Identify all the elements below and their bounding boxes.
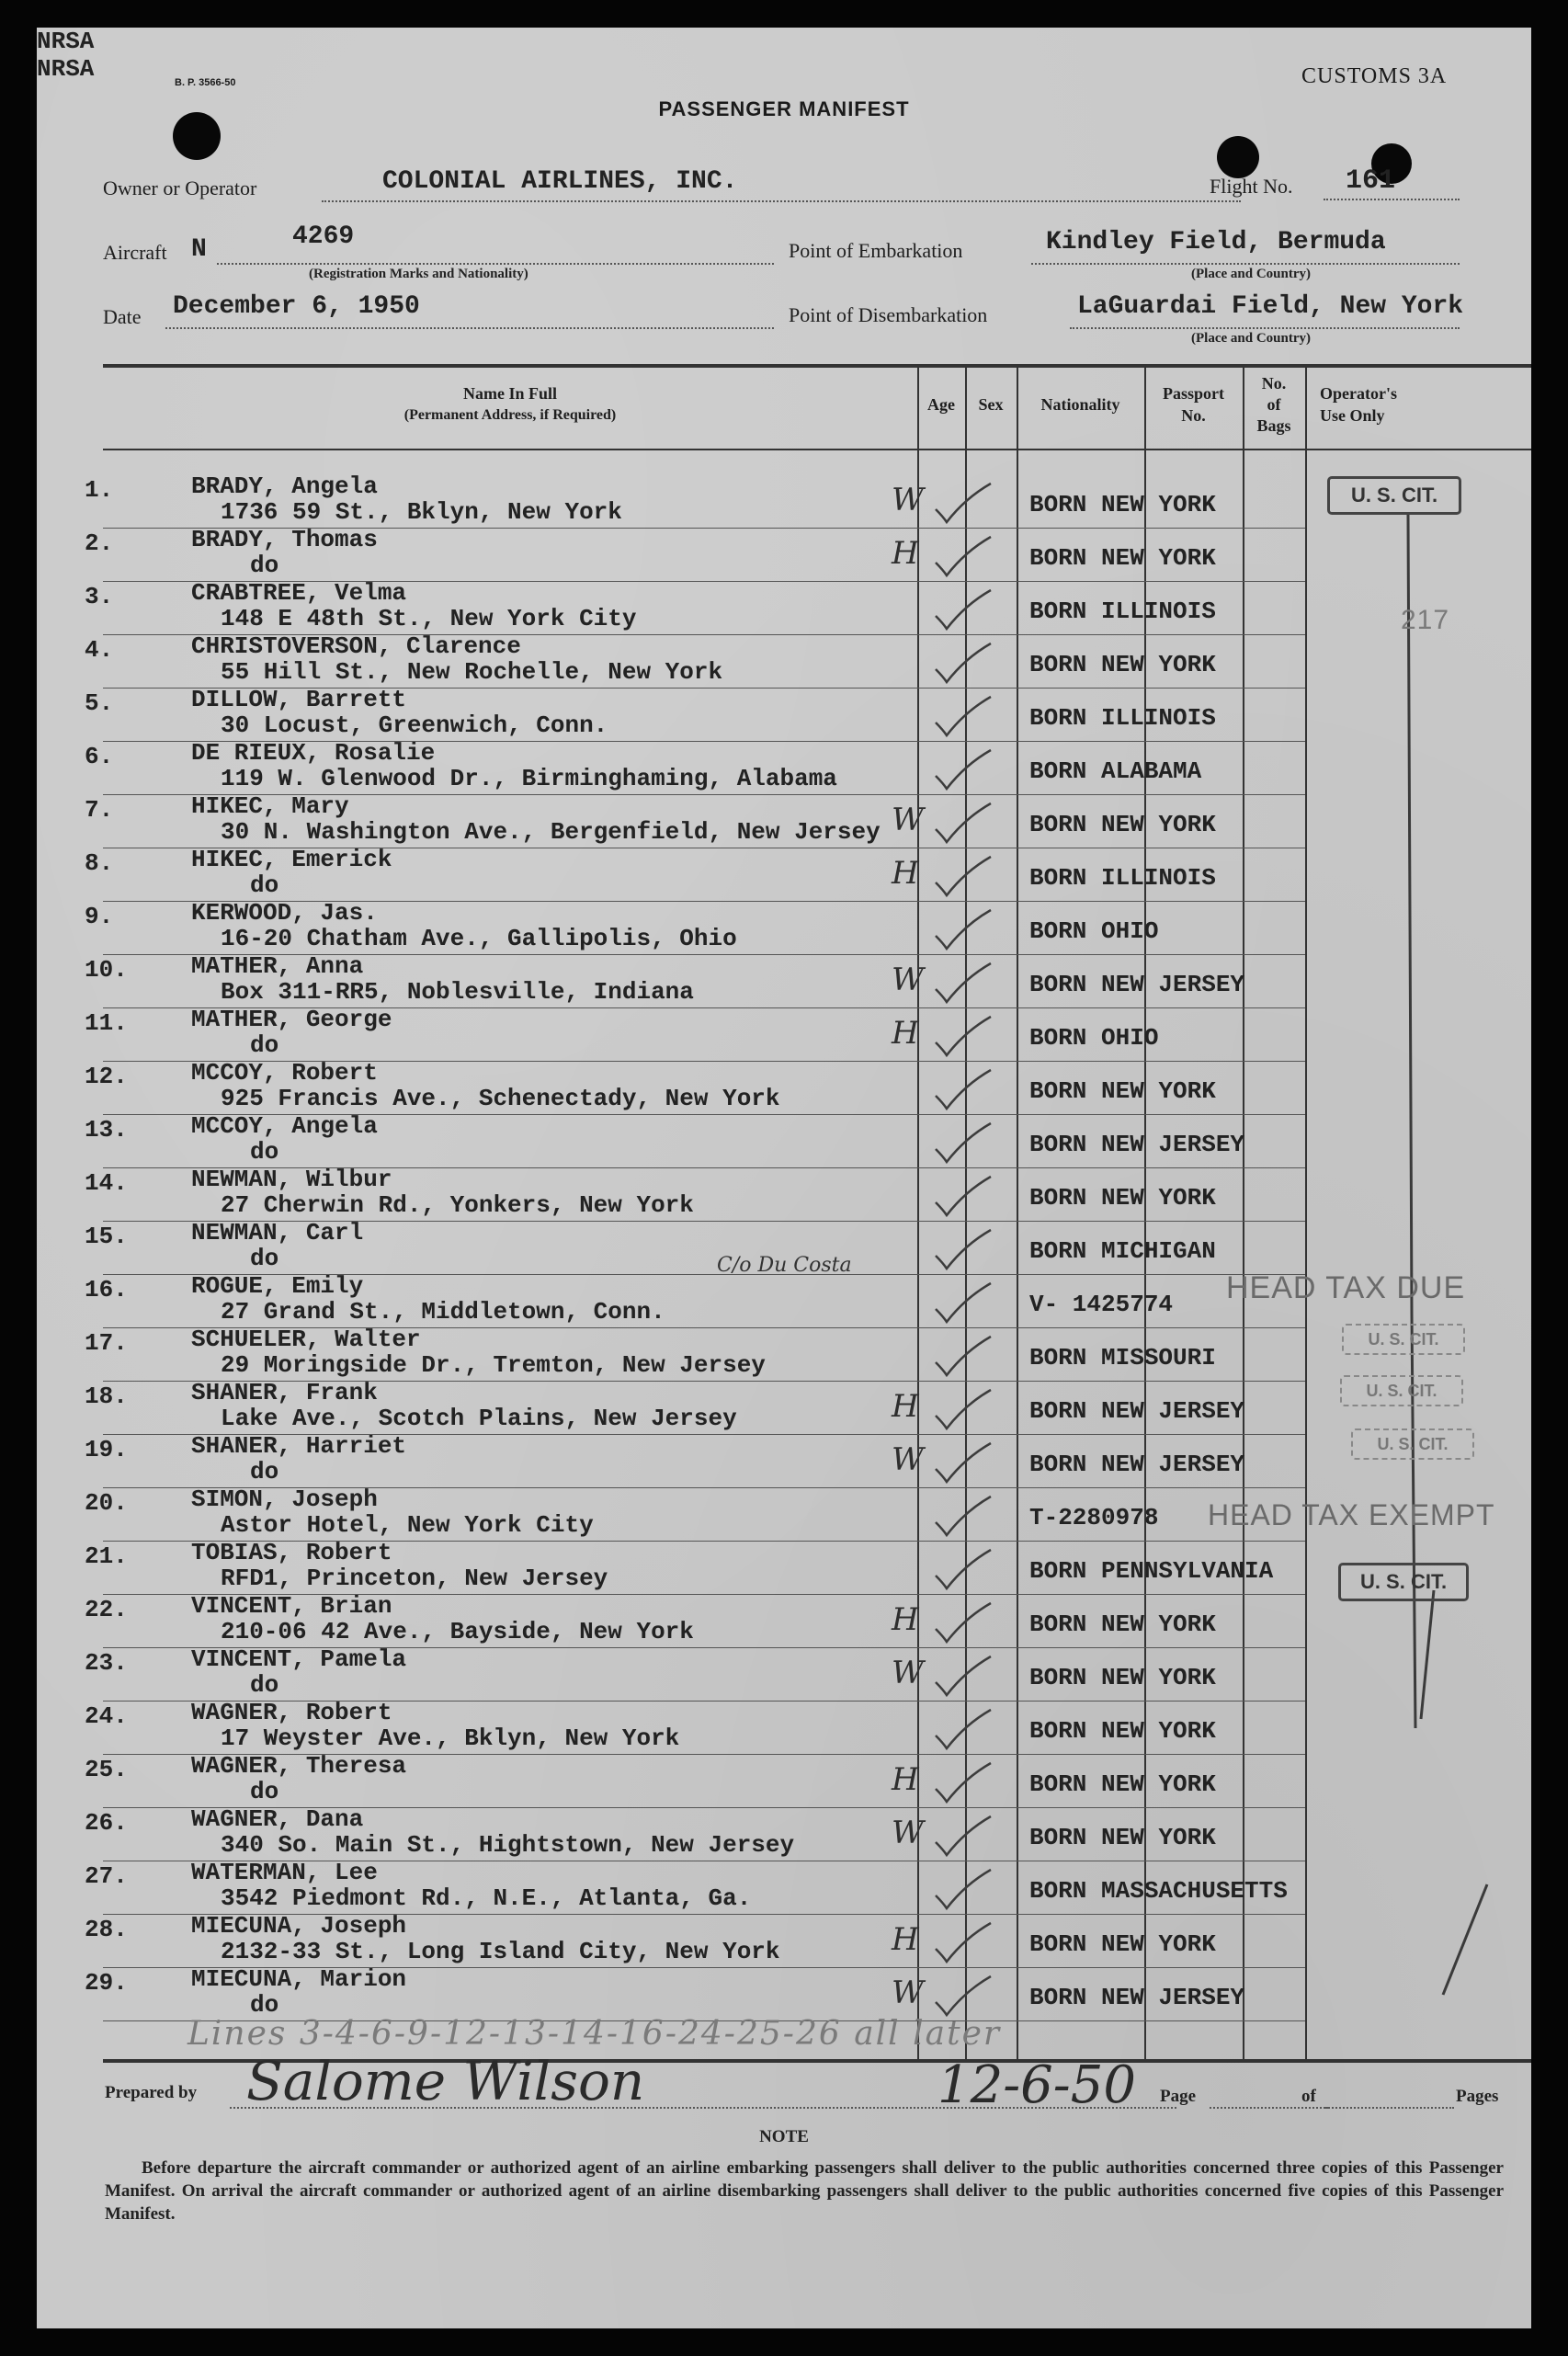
passenger-nationality: BORN PENNSYLVANIA bbox=[1029, 1557, 1274, 1585]
passenger-nationality: BORN ILLINOIS bbox=[1029, 864, 1216, 892]
row-number: 4. bbox=[85, 636, 114, 664]
row-number: 8. bbox=[85, 849, 114, 877]
passenger-name: DILLOW, Barrett bbox=[191, 686, 407, 713]
aircraft-prefix: N bbox=[191, 235, 207, 264]
lines-note: Lines 3-4-6-9-12-13-14-16-24-25-26 all later bbox=[187, 2015, 1002, 2053]
col-header-name-title: Name In Full bbox=[462, 384, 557, 403]
checkmark-icon bbox=[930, 1548, 994, 1594]
passenger-name: WAGNER, Robert bbox=[191, 1699, 392, 1726]
checkmark-icon bbox=[930, 1655, 994, 1701]
sex-mark: H bbox=[892, 1921, 919, 1958]
row-number: 19. bbox=[85, 1436, 128, 1463]
passenger-name: KERWOOD, Jas. bbox=[191, 899, 378, 927]
checkmark-icon bbox=[930, 1281, 994, 1327]
row-number: 26. bbox=[85, 1809, 128, 1837]
passenger-nationality: BORN NEW JERSEY bbox=[1029, 1451, 1245, 1478]
passenger-address: do bbox=[250, 552, 279, 579]
passenger-name: MATHER, George bbox=[191, 1006, 392, 1033]
date-value: December 6, 1950 bbox=[173, 292, 420, 321]
passenger-address: 119 W. Glenwood Dr., Birminghaming, Alabama bbox=[221, 765, 837, 792]
operator-number: 217 bbox=[1401, 605, 1450, 635]
row-number: 21. bbox=[85, 1542, 128, 1570]
passenger-address: 27 Cherwin Rd., Yonkers, New York bbox=[221, 1191, 694, 1219]
of-line bbox=[1325, 2107, 1454, 2109]
passenger-address: 340 So. Main St., Hightstown, New Jersey bbox=[221, 1831, 795, 1859]
passenger-name: SCHUELER, Walter bbox=[191, 1326, 421, 1353]
sex-mark: H bbox=[892, 1015, 919, 1052]
passenger-address: RFD1, Princeton, New Jersey bbox=[221, 1565, 608, 1592]
checkmark-icon bbox=[930, 1388, 994, 1434]
passenger-name: MCCOY, Robert bbox=[191, 1059, 378, 1087]
passenger-nationality: BORN MASSACHUSETTS bbox=[1029, 1877, 1288, 1905]
passenger-nationality: BORN NEW YORK bbox=[1029, 1184, 1216, 1212]
date-label: Date bbox=[103, 305, 142, 328]
manifest-page bbox=[37, 28, 1531, 2328]
passenger-nationality: BORN NEW YORK bbox=[1029, 651, 1216, 678]
row-number: 23. bbox=[85, 1649, 128, 1677]
embark-note: (Place and Country) bbox=[1191, 267, 1311, 281]
sex-mark: W bbox=[892, 802, 924, 838]
passenger-address: Box 311-RR5, Noblesville, Indiana bbox=[221, 978, 694, 1006]
row-number: 28. bbox=[85, 1916, 128, 1943]
passenger-name: HIKEC, Mary bbox=[191, 792, 349, 820]
row-number: 9. bbox=[85, 903, 114, 930]
row-number: 29. bbox=[85, 1969, 128, 1997]
passenger-address: do bbox=[250, 871, 279, 899]
passenger-nationality: BORN NEW JERSEY bbox=[1029, 971, 1245, 998]
col-header-nationality: Nationality bbox=[1040, 395, 1120, 414]
checkmark-icon bbox=[930, 1121, 994, 1167]
us-citizen-stamp: U. S. CIT. bbox=[1327, 476, 1461, 515]
col-header-sex: Sex bbox=[978, 395, 1004, 414]
disembark-label: Point of Disembarkation bbox=[789, 303, 988, 326]
passenger-address: 210-06 42 Ave., Bayside, New York bbox=[221, 1618, 694, 1645]
row-number: 22. bbox=[85, 1596, 128, 1623]
row-number: 24. bbox=[85, 1702, 128, 1730]
sex-mark: W bbox=[892, 1655, 924, 1691]
passenger-name: NEWMAN, Wilbur bbox=[191, 1166, 392, 1193]
passenger-address: Lake Ave., Scotch Plains, New Jersey bbox=[221, 1405, 737, 1432]
note-text: Before departure the aircraft commander or authorized agent of an airline embarking passengers shall deliver to the public authorities concerned three copies of this Passenger Manifest. On arrival the aircraft commander or authorized agent of an airline disembarking passengers shall deliver to the public authorities concerned five copies of this Passenger Manifest. bbox=[105, 2158, 1504, 2224]
checkmark-icon bbox=[930, 1921, 994, 1967]
passenger-address: 29 Moringside Dr., Tremton, New Jersey bbox=[221, 1351, 766, 1379]
aircraft-label: Aircraft bbox=[103, 241, 167, 264]
passenger-address: 27 Grand St., Middletown, Conn. bbox=[221, 1298, 665, 1326]
pages-label: Pages bbox=[1456, 2087, 1499, 2106]
row-number: 11. bbox=[85, 1009, 128, 1037]
passenger-nationality: BORN ILLINOIS bbox=[1029, 598, 1216, 625]
passenger-name: SHANER, Frank bbox=[191, 1379, 378, 1406]
passenger-name: ROGUE, Emily bbox=[191, 1272, 364, 1300]
checkmark-icon bbox=[930, 1975, 994, 2020]
sex-mark: H bbox=[892, 535, 919, 572]
col-header-operator-l1: Operator's bbox=[1320, 384, 1397, 403]
passenger-address: 1736 59 St., Bklyn, New York bbox=[221, 498, 622, 526]
sex-mark: H bbox=[892, 1601, 919, 1638]
page-line bbox=[1210, 2107, 1329, 2109]
passenger-name: WAGNER, Theresa bbox=[191, 1752, 407, 1780]
checkmark-icon bbox=[930, 1015, 994, 1061]
signature: Salome Wilson bbox=[246, 2050, 645, 2112]
passenger-name: MIECUNA, Joseph bbox=[191, 1912, 407, 1940]
page-title: PASSENGER MANIFEST bbox=[658, 97, 910, 120]
flight-line bbox=[1324, 199, 1460, 200]
nrsa-mark: NRSA bbox=[37, 55, 95, 83]
passenger-nationality: BORN ALABAMA bbox=[1029, 757, 1202, 785]
passenger-nationality: BORN NEW JERSEY bbox=[1029, 1984, 1245, 2011]
passenger-nationality: BORN MISSOURI bbox=[1029, 1344, 1216, 1371]
disembark-value: LaGuardai Field, New York bbox=[1077, 292, 1464, 321]
row-number: 27. bbox=[85, 1862, 128, 1890]
passenger-nationality: BORN NEW YORK bbox=[1029, 1930, 1216, 1958]
passenger-address: 2132-33 St., Long Island City, New York bbox=[221, 1938, 780, 1965]
checkmark-icon bbox=[930, 908, 994, 954]
col-header-passport-l2: No. bbox=[1181, 406, 1206, 425]
passenger-name: MIECUNA, Marion bbox=[191, 1965, 407, 1993]
passenger-nationality: BORN NEW YORK bbox=[1029, 1611, 1216, 1638]
row-number: 6. bbox=[85, 743, 114, 770]
row-number: 1. bbox=[85, 476, 114, 504]
checkmark-icon bbox=[930, 802, 994, 848]
flight-value: 161 bbox=[1346, 165, 1396, 197]
passenger-address: do bbox=[250, 1458, 279, 1485]
passenger-nationality: BORN NEW YORK bbox=[1029, 544, 1216, 572]
passenger-name: TOBIAS, Robert bbox=[191, 1539, 392, 1566]
passenger-name: WAGNER, Dana bbox=[191, 1805, 364, 1833]
disembark-note: (Place and Country) bbox=[1191, 331, 1311, 346]
passenger-name: HIKEC, Emerick bbox=[191, 846, 392, 873]
col-header-name bbox=[103, 382, 917, 427]
checkmark-icon bbox=[930, 695, 994, 741]
passenger-nationality: BORN NEW YORK bbox=[1029, 1664, 1216, 1691]
checkmark-icon bbox=[930, 1441, 994, 1487]
nrsa-mark: NRSA bbox=[37, 28, 95, 55]
row-number: 10. bbox=[85, 956, 128, 984]
checkmark-icon bbox=[930, 482, 994, 528]
embark-line bbox=[1031, 263, 1460, 265]
sex-mark: H bbox=[892, 1388, 919, 1425]
passenger-nationality: BORN NEW YORK bbox=[1029, 1077, 1216, 1105]
aircraft-value: 4269 bbox=[292, 222, 355, 251]
owner-label: Owner or Operator bbox=[103, 176, 257, 199]
row-number: 12. bbox=[85, 1063, 128, 1090]
passenger-address: Astor Hotel, New York City bbox=[221, 1511, 594, 1539]
passenger-name: MCCOY, Angela bbox=[191, 1112, 378, 1140]
row-number: 18. bbox=[85, 1383, 128, 1410]
checkmark-icon bbox=[930, 1868, 994, 1914]
us-citizen-stamp: U. S. CIT. bbox=[1338, 1563, 1469, 1601]
passenger-name: MATHER, Anna bbox=[191, 952, 364, 980]
row-number: 15. bbox=[85, 1223, 128, 1250]
passenger-nationality: V- 1425774 bbox=[1029, 1291, 1174, 1318]
table-top-border bbox=[103, 364, 1531, 368]
passenger-address: 30 N. Washington Ave., Bergenfield, New Jersey bbox=[221, 818, 881, 846]
head-tax-due-stamp: HEAD TAX DUE bbox=[1226, 1270, 1466, 1305]
us-citizen-stamp: U. S. CIT. bbox=[1351, 1428, 1474, 1460]
passenger-nationality: BORN OHIO bbox=[1029, 1024, 1159, 1052]
passenger-name: DE RIEUX, Rosalie bbox=[191, 739, 436, 767]
embark-value: Kindley Field, Bermuda bbox=[1046, 228, 1386, 256]
owner-value: COLONIAL AIRLINES, INC. bbox=[382, 167, 738, 196]
prepared-label: Prepared by bbox=[105, 2083, 198, 2102]
col-header-age: Age bbox=[927, 395, 955, 414]
passenger-name: NEWMAN, Carl bbox=[191, 1219, 364, 1246]
checkmark-icon bbox=[930, 1761, 994, 1807]
checkmark-icon bbox=[930, 1175, 994, 1221]
disembark-line bbox=[1070, 327, 1460, 329]
row-number: 16. bbox=[85, 1276, 128, 1303]
page-label: Page bbox=[1160, 2087, 1197, 2106]
passenger-name: CHRISTOVERSON, Clarence bbox=[191, 632, 521, 660]
passenger-name: BRADY, Thomas bbox=[191, 526, 378, 553]
table-header-border bbox=[103, 449, 1531, 450]
row-number: 14. bbox=[85, 1169, 128, 1197]
sign-date: 12-6-50 bbox=[937, 2055, 1136, 2115]
row-number: 5. bbox=[85, 689, 114, 717]
form-code: B. P. 3566-50 bbox=[175, 77, 236, 88]
row-number: 20. bbox=[85, 1489, 128, 1517]
passenger-address: 30 Locust, Greenwich, Conn. bbox=[221, 711, 608, 739]
passenger-address: do bbox=[250, 1031, 279, 1059]
aircraft-note: (Registration Marks and Nationality) bbox=[309, 267, 528, 281]
col-header-bags bbox=[1243, 373, 1305, 437]
checkmark-icon bbox=[930, 1228, 994, 1274]
passenger-nationality: BORN NEW YORK bbox=[1029, 1824, 1216, 1851]
passenger-nationality: BORN NEW YORK bbox=[1029, 1770, 1216, 1798]
passenger-address: 3542 Piedmont Rd., N.E., Atlanta, Ga. bbox=[221, 1884, 752, 1912]
passenger-name: CRABTREE, Velma bbox=[191, 579, 407, 607]
sex-mark: H bbox=[892, 855, 919, 892]
passenger-nationality: BORN NEW YORK bbox=[1029, 811, 1216, 838]
embark-label: Point of Embarkation bbox=[789, 239, 963, 262]
sex-mark: W bbox=[892, 1815, 924, 1851]
flight-label: Flight No. bbox=[1210, 175, 1293, 198]
checkmark-icon bbox=[930, 855, 994, 901]
sex-mark: H bbox=[892, 1761, 919, 1798]
sex-mark: W bbox=[892, 482, 924, 518]
head-tax-exempt-stamp: HEAD TAX EXEMPT bbox=[1208, 1498, 1495, 1531]
passenger-nationality: BORN NEW YORK bbox=[1029, 1717, 1216, 1745]
note-title: NOTE bbox=[759, 2127, 809, 2146]
sex-mark: W bbox=[892, 962, 924, 998]
col-header-operator bbox=[1305, 382, 1546, 427]
checkmark-icon bbox=[930, 535, 994, 581]
passenger-address: do bbox=[250, 1778, 279, 1805]
care-of-note: C/o Du Costa bbox=[717, 1254, 852, 1277]
col-header-bags-l3: Bags bbox=[1256, 416, 1291, 435]
col-header-name-subtitle: (Permanent Address, if Required) bbox=[403, 407, 617, 423]
passenger-name: WATERMAN, Lee bbox=[191, 1859, 378, 1886]
passenger-address: 925 Francis Ave., Schenectady, New York bbox=[221, 1085, 780, 1112]
us-citizen-stamp: U. S. CIT. bbox=[1342, 1324, 1465, 1355]
passenger-address: 17 Weyster Ave., Bklyn, New York bbox=[221, 1724, 680, 1752]
passenger-address: 16-20 Chatham Ave., Gallipolis, Ohio bbox=[221, 925, 737, 952]
col-header-bags-l1: No. bbox=[1261, 374, 1287, 393]
customs-form-number: CUSTOMS 3A bbox=[1301, 64, 1448, 88]
passenger-address: do bbox=[250, 1245, 279, 1272]
date-line bbox=[165, 327, 774, 329]
checkmark-icon bbox=[930, 748, 994, 794]
passenger-address: do bbox=[250, 1991, 279, 2019]
col-header-passport bbox=[1144, 382, 1243, 427]
row-number: 7. bbox=[85, 796, 114, 824]
passenger-nationality: BORN NEW JERSEY bbox=[1029, 1397, 1245, 1425]
passenger-address: 55 Hill St., New Rochelle, New York bbox=[221, 658, 723, 686]
row-number: 13. bbox=[85, 1116, 128, 1144]
passenger-address: do bbox=[250, 1138, 279, 1166]
checkmark-icon bbox=[930, 588, 994, 634]
passenger-name: SHANER, Harriet bbox=[191, 1432, 407, 1460]
passenger-nationality: BORN NEW JERSEY bbox=[1029, 1131, 1245, 1158]
checkmark-icon bbox=[930, 1495, 994, 1541]
of-label: of bbox=[1301, 2087, 1316, 2106]
punch-hole-icon bbox=[1217, 136, 1259, 178]
row-number: 3. bbox=[85, 583, 114, 610]
aircraft-line bbox=[217, 263, 774, 265]
passenger-nationality: BORN ILLINOIS bbox=[1029, 704, 1216, 732]
checkmark-icon bbox=[930, 1068, 994, 1114]
passenger-address: 148 E 48th St., New York City bbox=[221, 605, 637, 632]
passenger-name: VINCENT, Brian bbox=[191, 1592, 392, 1620]
col-header-operator-l2: Use Only bbox=[1320, 406, 1385, 425]
checkmark-icon bbox=[930, 1335, 994, 1381]
row-number: 2. bbox=[85, 529, 114, 557]
passenger-nationality: T-2280978 bbox=[1029, 1504, 1159, 1531]
passenger-address: do bbox=[250, 1671, 279, 1699]
checkmark-icon bbox=[930, 1601, 994, 1647]
checkmark-icon bbox=[930, 1815, 994, 1861]
passenger-name: VINCENT, Pamela bbox=[191, 1645, 407, 1673]
sex-mark: W bbox=[892, 1441, 924, 1478]
owner-line bbox=[322, 200, 1241, 202]
passenger-name: BRADY, Angela bbox=[191, 472, 378, 500]
sex-mark: W bbox=[892, 1975, 924, 2011]
col-header-passport-l1: Passport bbox=[1163, 384, 1224, 403]
passenger-nationality: BORN NEW YORK bbox=[1029, 491, 1216, 518]
us-citizen-stamp: U. S. CIT. bbox=[1340, 1375, 1463, 1406]
passenger-name: SIMON, Joseph bbox=[191, 1485, 378, 1513]
passenger-nationality: BORN OHIO bbox=[1029, 917, 1159, 945]
passenger-nationality: BORN MICHIGAN bbox=[1029, 1237, 1216, 1265]
checkmark-icon bbox=[930, 642, 994, 688]
checkmark-icon bbox=[930, 1708, 994, 1754]
row-number: 25. bbox=[85, 1756, 128, 1783]
row-number: 17. bbox=[85, 1329, 128, 1357]
checkmark-icon bbox=[930, 962, 994, 1007]
col-header-bags-l2: of bbox=[1267, 395, 1281, 414]
